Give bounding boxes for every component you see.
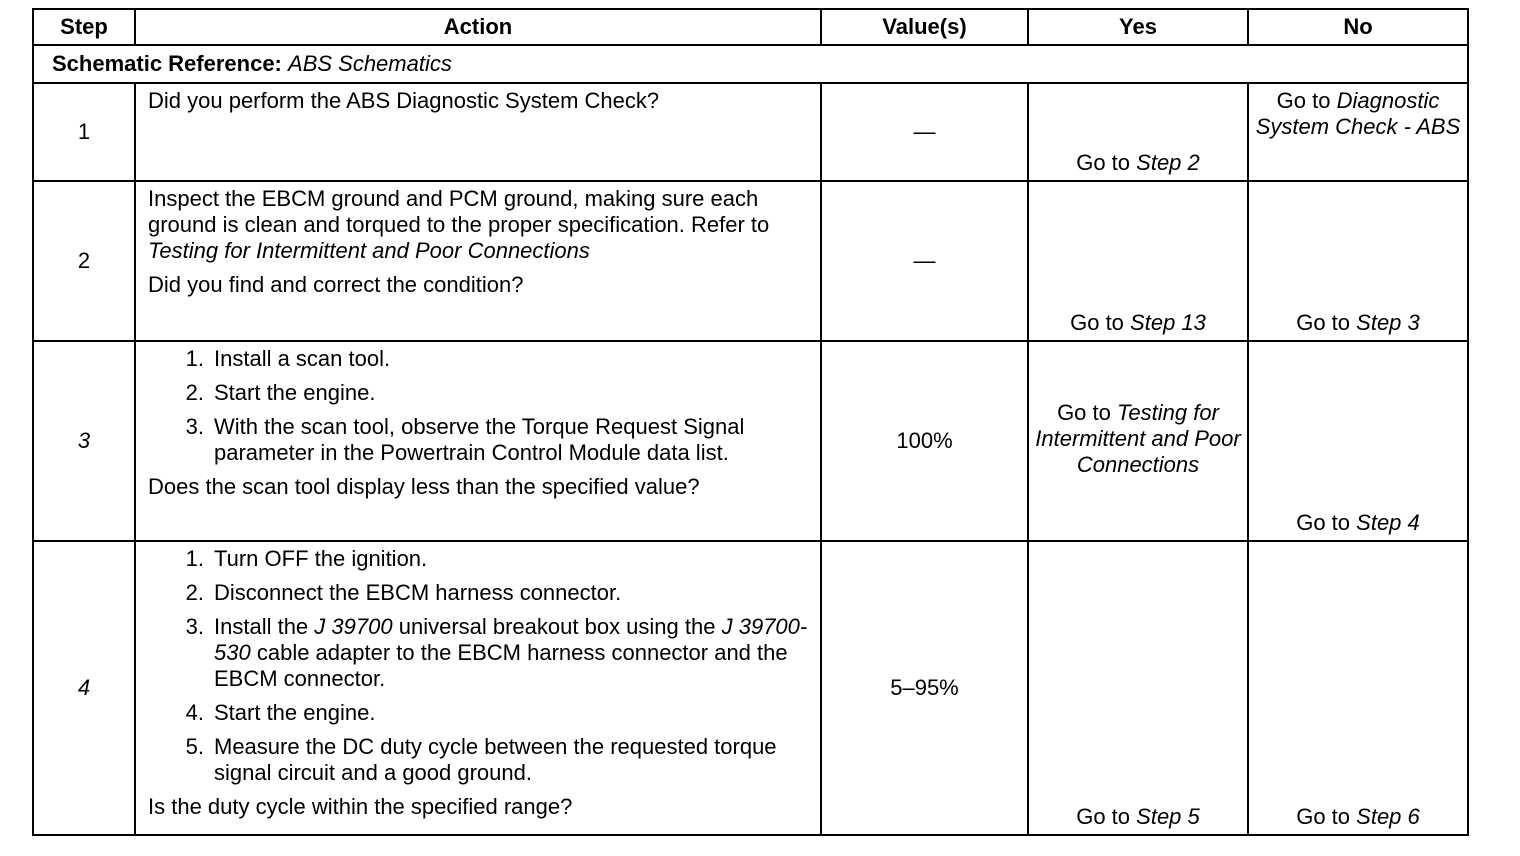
action-cell [135, 541, 821, 835]
tool-link-j39700-530[interactable]: J 39700-530 [214, 614, 808, 665]
step-number: 3 [33, 341, 135, 541]
action-question: Is the duty cycle within the specified range? [148, 794, 573, 819]
list-item: 1. Install a scan tool. [185, 346, 391, 371]
value-cell: 5–95% [821, 541, 1028, 835]
value-cell: — [821, 181, 1028, 341]
yes-link[interactable]: Step 2 [1136, 150, 1200, 175]
yes-prefix: Go to [1076, 150, 1131, 175]
tool-link-j39700[interactable]: J 39700 [314, 614, 393, 639]
table-row [33, 181, 1468, 341]
value-cell: — [821, 83, 1028, 181]
value-cell: 100% [821, 341, 1028, 541]
instruction-text: Inspect the EBCM ground and PCM ground, making sure each ground is clean and torqued to the proper specification. Refer to [148, 186, 770, 237]
schematic-reference-link[interactable]: ABS Schematics [288, 51, 452, 76]
header-step: Step [33, 9, 135, 45]
no-prefix: Go to [1276, 88, 1331, 113]
action-question: Did you perform the ABS Diagnostic System Check? [148, 88, 660, 113]
yes-cell [1028, 541, 1248, 835]
header-values: Value(s) [821, 9, 1028, 45]
yes-link[interactable]: Step 5 [1136, 804, 1200, 829]
action-steps [148, 346, 810, 466]
table-row [33, 83, 1468, 181]
header-yes: Yes [1028, 9, 1248, 45]
yes-cell [1028, 181, 1248, 341]
header-action: Action [135, 9, 821, 45]
no-cell [1248, 541, 1468, 835]
list-item: 1. Turn OFF the ignition. [185, 546, 428, 571]
step-number: 4 [33, 541, 135, 835]
no-prefix: Go to [1296, 510, 1351, 535]
step-number: 1 [33, 83, 135, 181]
action-cell [135, 181, 821, 341]
no-link[interactable]: Diagnostic System Check - ABS [1255, 88, 1461, 139]
no-cell [1248, 181, 1468, 341]
yes-cell [1028, 83, 1248, 181]
yes-link[interactable]: Testing for Intermittent and Poor Connections [1035, 400, 1241, 477]
action-instruction [148, 186, 810, 264]
list-item: 5. Measure the DC duty cycle between the requested torque signal circuit and a good ground. [185, 734, 777, 785]
yes-link[interactable]: Step 13 [1130, 310, 1206, 335]
yes-cell [1028, 341, 1248, 541]
action-cell [135, 341, 821, 541]
action-steps [148, 546, 810, 786]
schematic-reference-cell [33, 45, 1468, 83]
header-row [33, 9, 1468, 45]
no-cell [1248, 83, 1468, 181]
no-link[interactable]: Step 6 [1356, 804, 1420, 829]
list-item: 2. Start the engine. [185, 380, 376, 405]
table-row [33, 341, 1468, 541]
no-link[interactable]: Step 3 [1356, 310, 1420, 335]
yes-prefix: Go to [1070, 310, 1124, 335]
instruction-link[interactable]: Testing for Intermittent and Poor Connections [148, 238, 590, 263]
no-prefix: Go to [1296, 804, 1351, 829]
list-item: 3. Install the J 39700 universal breakout box using the J 39700-530 cable adapter to the EBCM harness connector and the EBCM connector. [185, 614, 808, 691]
list-item: 4. Start the engine. [185, 700, 376, 725]
no-prefix: Go to [1296, 310, 1351, 335]
schematic-reference-label: Schematic Reference: [52, 51, 282, 76]
table-row [33, 541, 1468, 835]
action-question: Did you find and correct the condition? [148, 272, 524, 297]
yes-prefix: Go to [1057, 400, 1111, 425]
action-cell [135, 83, 821, 181]
yes-prefix: Go to [1076, 804, 1131, 829]
header-no: No [1248, 9, 1468, 45]
no-link[interactable]: Step 4 [1356, 510, 1420, 535]
step-number: 2 [33, 181, 135, 341]
diagnostic-table [32, 8, 1469, 836]
no-cell [1248, 341, 1468, 541]
action-question: Does the scan tool display less than the specified value? [148, 474, 700, 499]
list-item: 3. With the scan tool, observe the Torque Request Signal parameter in the Powertrain Control Module data list. [185, 414, 745, 465]
list-item: 2. Disconnect the EBCM harness connector. [185, 580, 622, 605]
schematic-reference-row [33, 45, 1468, 83]
